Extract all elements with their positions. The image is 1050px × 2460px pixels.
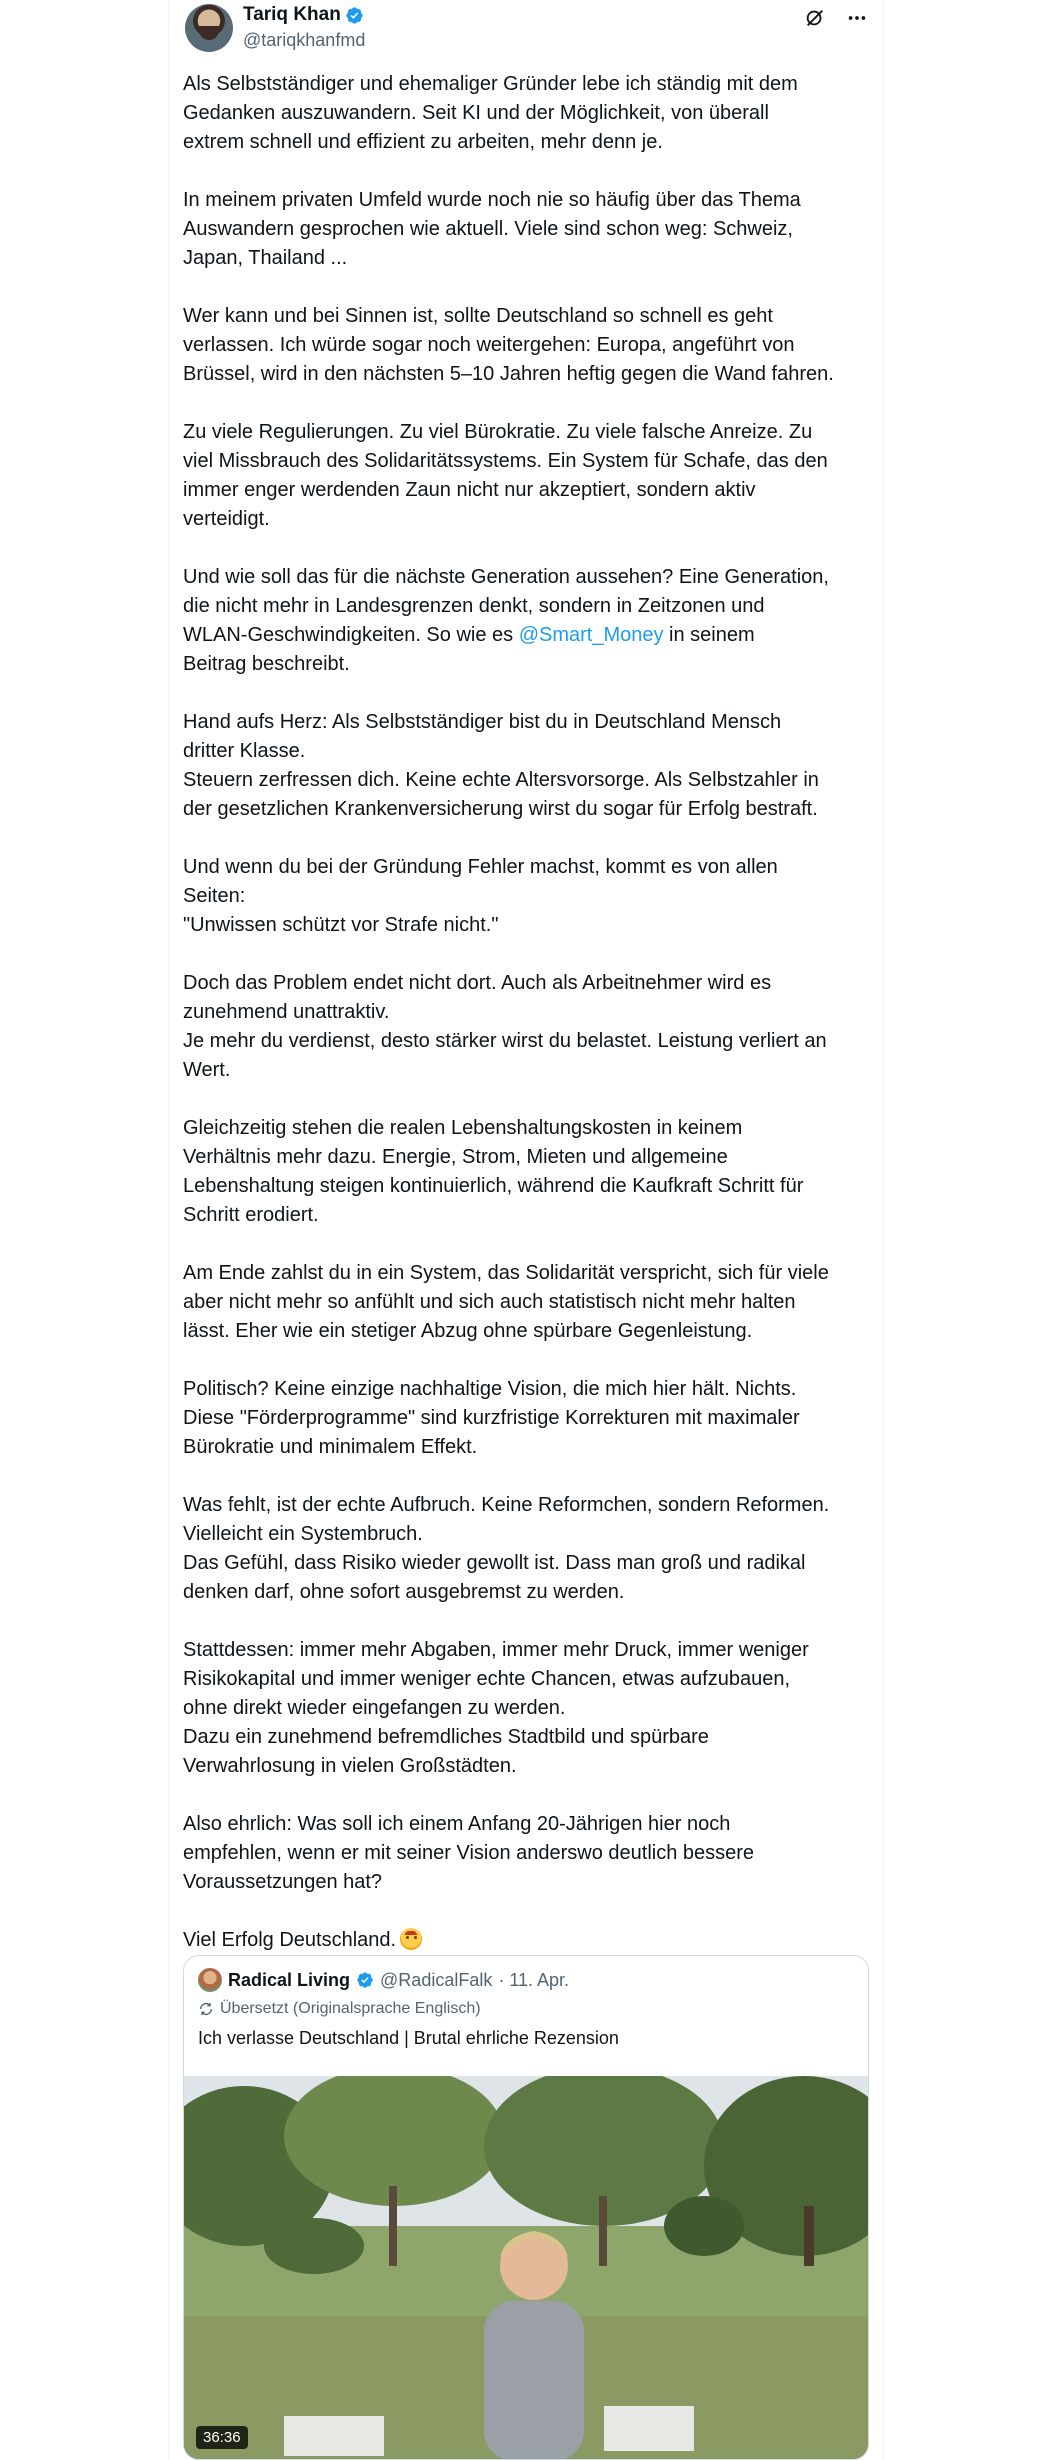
translated-label: Übersetzt (Originalsprache Englisch) [220, 2000, 481, 2017]
text-fragment: WLAN-Geschwindigkeiten. So wie es [183, 624, 519, 646]
text-fragment: in seinem [663, 624, 755, 646]
paragraph-14 [183, 1810, 869, 1897]
video-scene [184, 2076, 869, 2460]
paragraph-7 [183, 853, 869, 940]
text-line: aber nicht mehr so anfühlt und sich auch statistisch nicht mehr halten [183, 1291, 796, 1313]
tweet[interactable] [183, 0, 869, 2446]
text-line: Politisch? Keine einzige nachhaltige Vision, die mich hier hält. Nichts. [183, 1378, 797, 1400]
text-line: Risikokapital und immer weniger echte Chancen, etwas aufzubauen, [183, 1668, 791, 1690]
text-line: Als Selbstständiger und ehemaliger Gründer lebe ich ständig mit dem [183, 73, 798, 95]
text-line: Und wenn du bei der Gründung Fehler machst, kommt es von allen [183, 856, 778, 878]
closing-text: Viel Erfolg Deutschland. [183, 1929, 397, 1951]
text-line: Beitrag beschreibt. [183, 653, 350, 675]
text-line: Schritt erodiert. [183, 1204, 319, 1226]
text-line: In meinem privaten Umfeld wurde noch nie so häufig über das Thema [183, 189, 801, 211]
text-line: Was fehlt, ist der echte Aufbruch. Keine Reformchen, sondern Reformen. [183, 1494, 830, 1516]
paragraph-8 [183, 969, 869, 1085]
text-line: Verwahrlosung in vielen Großstädten. [183, 1755, 517, 1777]
paragraph-6 [183, 708, 869, 824]
more-options-icon[interactable] [845, 6, 869, 30]
text-line: empfehlen, wenn er mit seiner Vision anderswo deutlich bessere [183, 1842, 755, 1864]
text-line: Brüssel, wird in den nächsten 5–10 Jahren heftig gegen die Wand fahren. [183, 363, 834, 385]
text-line: Gedanken auszuwandern. Seit KI und der Möglichkeit, von überall [183, 102, 769, 124]
quote-date: · 11. Apr. [498, 1969, 570, 1990]
translate-icon [198, 2001, 214, 2017]
paragraph-11 [183, 1375, 869, 1462]
verified-badge-icon [345, 6, 364, 25]
text-line: Und wie soll das für die nächste Generation aussehen? Eine Generation, [183, 566, 829, 588]
quoted-tweet-card[interactable] [183, 1955, 869, 2460]
text-line: Lebenshaltung steigen kontinuierlich, während die Kaufkraft Schritt für [183, 1175, 804, 1197]
text-line: Steuern zerfressen dich. Keine echte Altersvorsorge. Als Selbstzahler in [183, 769, 819, 791]
verified-badge-icon [356, 1971, 374, 1989]
quote-author-handle: @RadicalFalk [380, 1969, 493, 1990]
text-line: der gesetzlichen Krankenversicherung wirst du sogar für Erfolg bestraft. [183, 798, 818, 820]
text-line: ohne direkt wieder eingefangen zu werden. [183, 1697, 566, 1719]
text-line: verteidigt. [183, 508, 270, 530]
text-line-with-mention [183, 621, 869, 650]
text-line: extrem schnell und effizient zu arbeiten, mehr denn je. [183, 131, 663, 153]
paragraph-4 [183, 418, 869, 534]
text-line: Hand aufs Herz: Als Selbstständiger bist du in Deutschland Mensch [183, 711, 782, 733]
mention-link[interactable]: @Smart_Money [518, 624, 664, 646]
paragraph-5 [183, 563, 869, 679]
text-line: Gleichzeitig stehen die realen Lebenshaltungskosten in keinem [183, 1117, 743, 1139]
text-line: Also ehrlich: Was soll ich einem Anfang 20-Jährigen hier noch [183, 1813, 731, 1835]
author-handle[interactable]: @tariqkhanfmd [243, 30, 366, 50]
quote-header [198, 1968, 569, 1992]
text-line: Bürokratie und minimalem Effekt. [183, 1436, 478, 1458]
text-line: Auswandern gesprochen wie aktuell. Viele sind schon weg: Schweiz, [183, 218, 793, 240]
text-line: Japan, Thailand ... [183, 247, 348, 269]
text-line: Stattdessen: immer mehr Abgaben, immer mehr Druck, immer weniger [183, 1639, 809, 1661]
text-line: Am Ende zahlst du in ein System, das Solidarität verspricht, sich für viele [183, 1262, 829, 1284]
video-duration: 36:36 [196, 2426, 248, 2449]
tweet-header [183, 0, 869, 62]
translated-note [198, 2000, 481, 2018]
paragraph-12 [183, 1491, 869, 1607]
text-line: Vielleicht ein Systembruch. [183, 1523, 423, 1545]
text-line: Das Gefühl, dass Risiko wieder gewollt ist. Dass man groß und radikal [183, 1552, 806, 1574]
text-line: Zu viele Regulierungen. Zu viel Bürokratie. Zu viele falsche Anreize. Zu [183, 421, 813, 443]
text-line: die nicht mehr in Landesgrenzen denkt, sondern in Zeitzonen und [183, 595, 765, 617]
text-line: Doch das Problem endet nicht dort. Auch als Arbeitnehmer wird es [183, 972, 772, 994]
text-line: immer enger werdenden Zaun nicht nur akzeptiert, sondern aktiv [183, 479, 756, 501]
quote-author-name: Radical Living [228, 1969, 351, 1990]
paragraph-10 [183, 1259, 869, 1346]
saluting-face-emoji-icon [400, 1928, 422, 1950]
text-line: Je mehr du verdienst, desto stärker wirst du belastet. Leistung verliert an [183, 1030, 827, 1052]
text-line: Dazu ein zunehmend befremdliches Stadtbild und spürbare [183, 1726, 709, 1748]
text-line: viel Missbrauch des Solidaritätssystems. Ein System für Schafe, das den [183, 450, 828, 472]
text-line: verlassen. Ich würde sogar noch weitergehen: Europa, angeführt von [183, 334, 795, 356]
quote-text: Ich verlasse Deutschland | Brutal ehrliche Rezension [198, 2028, 619, 2048]
quote-author-avatar [198, 1968, 222, 1992]
grok-icon[interactable] [803, 6, 827, 30]
text-line: zunehmend unattraktiv. [183, 1001, 390, 1023]
video-thumbnail[interactable] [184, 2076, 869, 2460]
author-avatar[interactable] [185, 4, 233, 52]
paragraph-1 [183, 70, 869, 157]
text-line: Wert. [183, 1059, 231, 1081]
text-line: Seiten: [183, 885, 246, 907]
paragraph-3 [183, 302, 869, 389]
text-line: Voraussetzungen hat? [183, 1871, 383, 1893]
closing-line [183, 1926, 869, 1955]
author-name[interactable]: Tariq Khan [243, 4, 341, 25]
author-name-row [243, 4, 364, 26]
tweet-text [183, 70, 869, 1984]
header-actions [803, 6, 869, 30]
paragraph-2 [183, 186, 869, 273]
text-line: "Unwissen schützt vor Strafe nicht." [183, 914, 499, 936]
text-line: Verhältnis mehr dazu. Energie, Strom, Mieten und allgemeine [183, 1146, 728, 1168]
text-line: dritter Klasse. [183, 740, 306, 762]
paragraph-13 [183, 1636, 869, 1781]
text-line: Wer kann und bei Sinnen ist, sollte Deutschland so schnell es geht [183, 305, 773, 327]
text-line: lässt. Eher wie ein stetiger Abzug ohne spürbare Gegenleistung. [183, 1320, 753, 1342]
text-line: denken darf, ohne sofort ausgebremst zu werden. [183, 1581, 625, 1603]
closing-paragraph [183, 1926, 869, 1955]
paragraph-9 [183, 1114, 869, 1230]
text-line: Diese "Förderprogramme" sind kurzfristige Korrekturen mit maximaler [183, 1407, 800, 1429]
